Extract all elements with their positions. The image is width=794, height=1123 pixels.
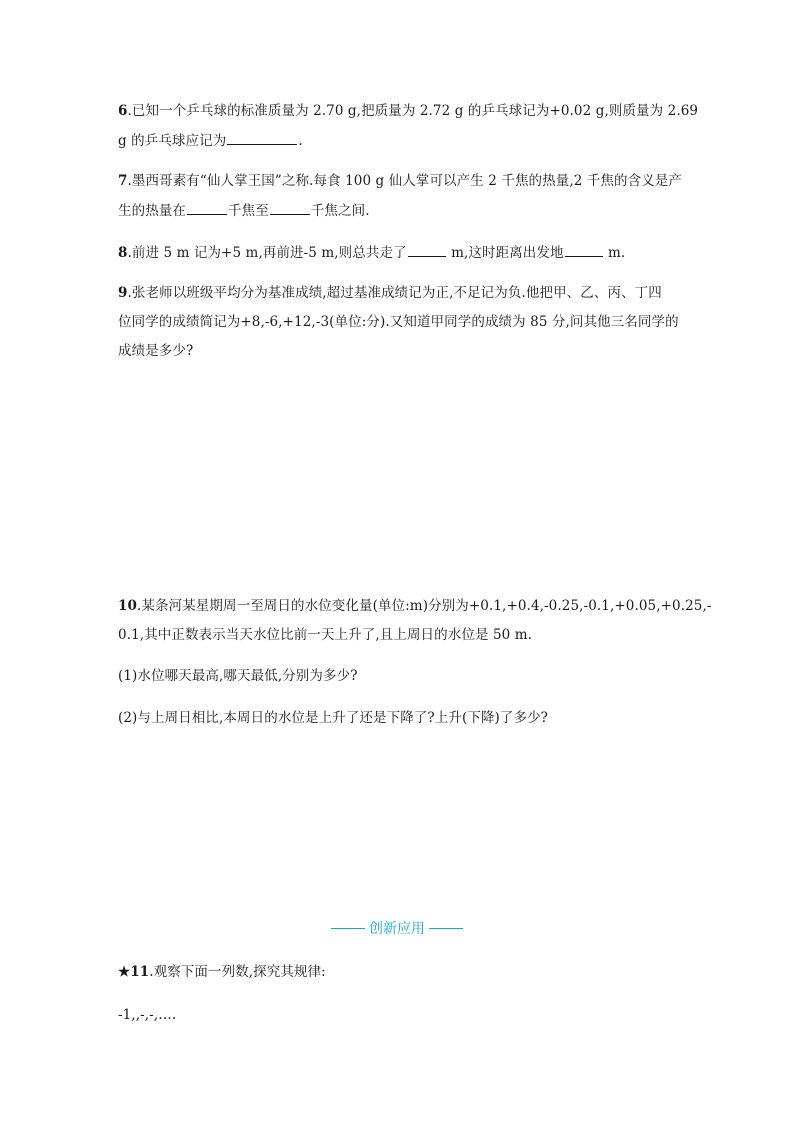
q10-text-line1: .某条河某星期周一至周日的水位变化量(单位:m)分别为+0.1,+0.4,-0.25,-0.1,+0.05,+0.25,- [137, 598, 712, 614]
q7-line2 [118, 201, 370, 220]
section-title: 创新应用 [369, 921, 425, 937]
q8-answer-blank-1[interactable] [408, 243, 446, 257]
q7-text-pre: 生的热量在 [118, 203, 186, 219]
q7-answer-blank-2[interactable] [270, 201, 310, 215]
q8-text-pre: .前进 5 m 记为+5 m,再前进-5 m,则总共走了 [127, 245, 407, 261]
q9-text-line1: .张老师以班级平均分为基准成绩,超过基准成绩记为正,不足记为负.他把甲、乙、丙、丁四 [127, 285, 662, 301]
q6-number: 6 [118, 103, 128, 119]
q8-answer-blank-2[interactable] [565, 243, 603, 257]
heading-rule-right [429, 928, 463, 929]
q6-text-line1: .已知一个乒乓球的标准质量为 2.70 g,把质量为 2.72 g 的乒乓球记为+0.02 g,则质量为 2.69 [127, 103, 699, 119]
q7-text-line1: .墨西哥素有“仙人掌王国”之称.每食 100 g 仙人掌可以产生 2 千焦的热量,2 千焦的含义是产 [127, 173, 683, 189]
q10-sub2 [118, 709, 548, 727]
q8-text-mid: m,这时距离出发地 [446, 245, 564, 261]
q7-text-mid: 千焦至 [228, 203, 269, 219]
q6-line1 [118, 102, 698, 120]
q9-line1 [118, 284, 662, 302]
q8-text-post: m. [603, 245, 626, 261]
section-heading [0, 918, 794, 938]
q11-number: 11 [130, 964, 150, 980]
q7-number: 7 [118, 173, 128, 189]
q6-line2 [118, 131, 303, 150]
q11-line [118, 963, 326, 981]
q6-text-line2: g 的乒乓球应记为 [118, 133, 227, 149]
q7-text-post: 千焦之间. [310, 203, 370, 219]
q7-answer-blank-1[interactable] [187, 201, 227, 215]
q10-number: 10 [118, 598, 137, 614]
q9-text-line3: 成绩是多少? [118, 343, 194, 359]
q10-line2 [118, 626, 532, 644]
q11-sequence: -1,,-,-,…. [118, 1007, 177, 1023]
q6-answer-blank[interactable] [227, 131, 297, 145]
q6-period: . [298, 133, 303, 149]
heading-rule-left [331, 928, 365, 929]
q10-sub-question-1: (1)水位哪天最高,哪天最低,分别为多少? [118, 668, 358, 684]
q11-sequence-line [118, 1006, 176, 1024]
q9-text-line2: 位同学的成绩简记为+8,-6,+12,-3(单位:分).又知道甲同学的成绩为 85 分,问其他三名同学的 [118, 314, 679, 330]
q10-line1 [118, 597, 712, 615]
q9-line2 [118, 313, 679, 331]
q10-sub-question-2: (2)与上周日相比,本周日的水位是上升了还是下降了?上升(下降)了多少? [118, 710, 549, 726]
q8-line [118, 243, 625, 262]
star-icon: ★ [118, 964, 131, 980]
q11-text: .观察下面一列数,探究其规律: [149, 964, 326, 980]
q10-text-line2: 0.1,其中正数表示当天水位比前一天上升了,且上周日的水位是 50 m. [118, 627, 533, 643]
q7-line1 [118, 172, 682, 190]
q9-number: 9 [118, 285, 128, 301]
q8-number: 8 [118, 245, 128, 261]
q10-sub1 [118, 667, 358, 685]
q9-line3 [118, 342, 193, 360]
